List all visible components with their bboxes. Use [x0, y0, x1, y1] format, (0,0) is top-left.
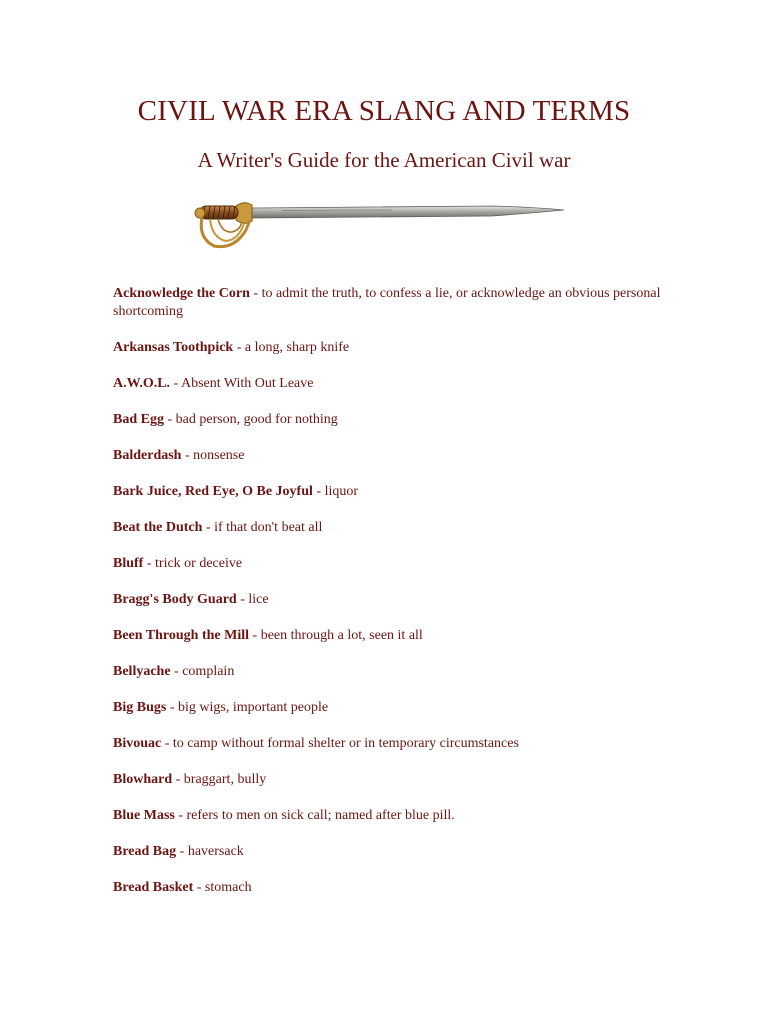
glossary-definition: to admit the truth, to confess a lie, or acknowledge an obvious personal shortcoming: [113, 286, 661, 319]
separator: -: [233, 340, 245, 355]
glossary-definition: big wigs, important people: [177, 700, 329, 715]
separator: -: [236, 592, 249, 607]
glossary-term: A.W.O.L.: [113, 376, 171, 391]
glossary-term: Blowhard: [113, 772, 173, 787]
separator: -: [172, 772, 184, 787]
glossary-term: Bad Egg: [113, 412, 164, 427]
glossary-definition: nonsense: [193, 448, 245, 463]
glossary-entry: [113, 807, 673, 825]
glossary-entry: [113, 285, 673, 321]
glossary-term: Bellyache: [113, 664, 171, 679]
separator: -: [143, 556, 156, 571]
glossary-definition: Absent With Out Leave: [180, 376, 314, 391]
glossary-definition: lice: [248, 592, 269, 607]
glossary-definition: a long, sharp knife: [244, 340, 350, 355]
glossary-entry: [113, 411, 673, 429]
separator: -: [170, 664, 183, 679]
page-title: CIVIL WAR ERA SLANG AND TERMS: [137, 95, 631, 127]
glossary-term: Bread Bag: [113, 844, 177, 859]
separator: -: [170, 376, 181, 391]
glossary-entry: [113, 771, 673, 789]
separator: -: [163, 412, 176, 427]
separator: -: [174, 808, 187, 823]
glossary-entry: [113, 627, 673, 645]
separator: -: [166, 700, 178, 715]
glossary-entry: [113, 843, 673, 861]
glossary-definition: if that don't beat all: [214, 520, 323, 535]
glossary-term: Big Bugs: [113, 700, 167, 715]
glossary-term: Bivouac: [113, 736, 162, 751]
glossary-definition: trick or deceive: [155, 556, 243, 571]
separator: -: [176, 844, 188, 859]
glossary-term: Acknowledge the Corn: [113, 286, 250, 301]
glossary-list: [113, 285, 673, 915]
glossary-term: Bluff: [113, 556, 144, 571]
glossary-term: Bread Basket: [113, 880, 194, 895]
glossary-term: Been Through the Mill: [113, 628, 250, 643]
glossary-definition: braggart, bully: [183, 772, 267, 787]
separator: -: [181, 448, 194, 463]
glossary-entry: [113, 339, 673, 357]
glossary-term: Bark Juice, Red Eye, O Be Joyful: [113, 484, 313, 499]
glossary-definition: stomach: [204, 880, 252, 895]
separator: -: [249, 286, 262, 301]
glossary-entry: [113, 699, 673, 717]
glossary-entry: [113, 879, 673, 897]
glossary-entry: [113, 663, 673, 681]
glossary-entry: [113, 555, 673, 573]
glossary-term: Arkansas Toothpick: [113, 340, 234, 355]
glossary-definition: liquor: [324, 484, 359, 499]
glossary-entry: [113, 735, 673, 753]
glossary-entry: [113, 375, 673, 393]
separator: -: [312, 484, 325, 499]
glossary-entry: [113, 483, 673, 501]
glossary-entry: [113, 519, 673, 537]
separator: -: [249, 628, 261, 643]
cavalry-saber-icon: [192, 186, 572, 252]
glossary-term: Bragg's Body Guard: [113, 592, 237, 607]
glossary-definition: bad person, good for nothing: [175, 412, 338, 427]
glossary-definition: haversack: [187, 844, 244, 859]
glossary-definition: refers to men on sick call; named after blue pill.: [186, 808, 455, 823]
glossary-term: Balderdash: [113, 448, 182, 463]
glossary-entry: [113, 447, 673, 465]
glossary-definition: to camp without formal shelter or in temporary circumstances: [172, 736, 519, 751]
separator: -: [202, 520, 215, 535]
glossary-term: Blue Mass: [113, 808, 175, 823]
glossary-definition: complain: [182, 664, 235, 679]
glossary-entry: [113, 591, 673, 609]
glossary-term: Beat the Dutch: [113, 520, 203, 535]
page-subtitle: A Writer's Guide for the American Civil war: [197, 148, 571, 172]
glossary-definition: been through a lot, seen it all: [260, 628, 423, 643]
separator: -: [193, 880, 205, 895]
separator: -: [161, 736, 173, 751]
